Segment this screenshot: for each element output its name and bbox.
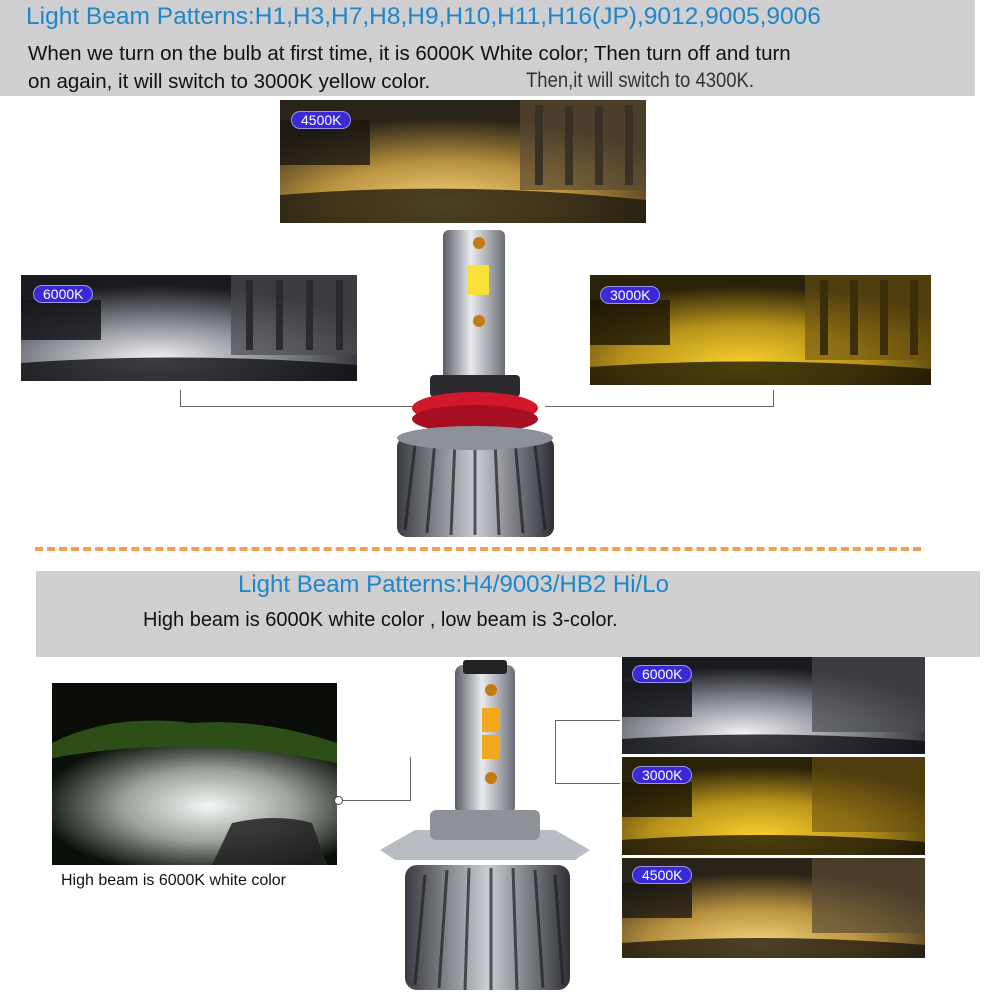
badge-6000k-left: 6000K [33, 285, 93, 303]
badge-3000k-right: 3000K [600, 286, 660, 304]
badge-4500k-bottom: 4500K [632, 866, 692, 884]
top-title: Light Beam Patterns:H1,H3,H7,H8,H9,H10,H11,H16(JP),9012,9005,9006 [26, 3, 821, 30]
badge-6000k-bottom: 6000K [632, 665, 692, 683]
bottom-title: Light Beam Patterns:H4/9003/HB2 Hi/Lo [238, 571, 669, 598]
connector-dot-left [334, 796, 343, 805]
h11-bulb-illustration [375, 225, 575, 545]
top-desc-line1: When we turn on the bulb at first time, it is 6000K White color; Then turn off and turn [28, 42, 791, 65]
top-desc-tail: Then,it will switch to 4300K. [526, 69, 755, 92]
high-beam-caption: High beam is 6000K white color [61, 872, 287, 889]
high-beam-photo [52, 683, 337, 865]
badge-3000k-bottom: 3000K [632, 766, 692, 784]
section-divider [35, 547, 921, 551]
h4-bulb-illustration [375, 660, 595, 1000]
connector-right-bracket [545, 390, 774, 407]
top-desc-line2: on again, it will switch to 3000K yellow color. [28, 70, 431, 93]
bottom-description: High beam is 6000K white color , low beam is 3-color. [143, 609, 618, 631]
badge-4500k-top: 4500K [291, 111, 351, 129]
